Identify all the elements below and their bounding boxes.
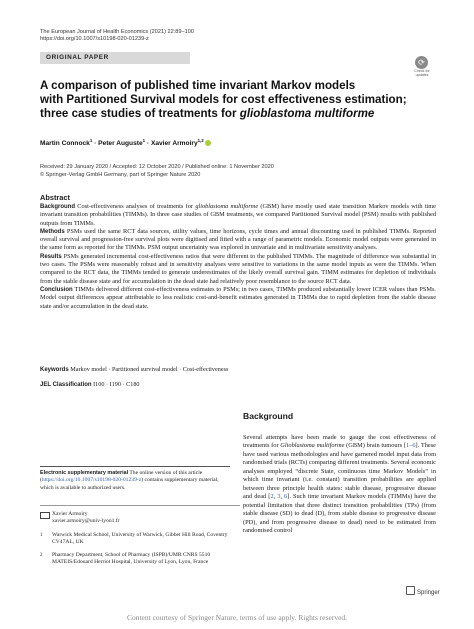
- esm-text-2: ) contains supplementary material, which is available to authorized users.: [40, 477, 219, 491]
- journal-header: [40, 29, 194, 44]
- correspondence-block: [40, 505, 240, 573]
- received-accepted-line: Received: 29 January 2020 / Accepted: 12 October 2020 / Published online: 1 November 2020: [40, 164, 274, 170]
- courtesy-footer: Content courtesy of Springer Nature, terms of use apply. Rights reserved.: [126, 613, 348, 622]
- keywords-line: [40, 366, 228, 373]
- mail-icon-cell: [40, 511, 52, 532]
- affiliation-1: [40, 532, 240, 547]
- title-line-3-italic: glioblastoma multiforme: [239, 107, 375, 121]
- affiliation-2-text: Pharmacy Department, School of Pharmacy (ISPB)/UMR CNRS 5510 MATEIS/Edouard Herriot Hospital, University of Lyon, Lyon, France: [52, 552, 211, 566]
- abstract-conclusion-label: Conclusion: [40, 286, 73, 293]
- article-type-label: ORIGINAL PAPER: [46, 54, 109, 61]
- esm-label: Electronic supplementary material: [40, 470, 129, 476]
- affiliation-1-number: 1: [40, 532, 43, 538]
- affiliation-1-text: Warwick Medical School, University of Warwick, Gibbet Hill Road, Coventry CV47AL, UK: [52, 531, 228, 545]
- abstract-heading: Abstract: [40, 193, 70, 202]
- abstract-conclusion: [40, 286, 436, 311]
- doi-link[interactable]: https://doi.org/10.1007/s10198-020-01239-z: [40, 36, 149, 43]
- esm-text: The online version of this article (: [40, 470, 203, 484]
- abstract-background: [40, 203, 436, 228]
- check-updates-icon: ⟳: [415, 56, 428, 69]
- publisher-logo: [406, 586, 440, 596]
- check-updates-label: Check for updates: [414, 69, 430, 77]
- citation-separator: ,: [273, 493, 278, 501]
- abstract-background-text: Cost-effectiveness analyses of treatments for: [75, 203, 196, 210]
- keywords-label: Keywords: [40, 367, 69, 373]
- abstract-conclusion-text: TIMMs delivered different cost-effectiveness estimates to PSMs; in two cases, TIMMs produced substantially lower ICER values than PSMs. Model output differences appear attributable to less realistic cost-and-benefit estimates generated in TIMMs due to rapid depletion from the stable disease state and/or accumulation in the dead state.: [40, 285, 436, 310]
- author-separator: ·: [92, 140, 99, 147]
- background-heading: Background: [243, 411, 294, 421]
- orcid-icon[interactable]: [205, 140, 211, 146]
- esm-link[interactable]: https://doi.org/10.1007/s10198-020-01239-z: [41, 477, 142, 484]
- author-list: [40, 138, 211, 147]
- correspondence-author-row: [40, 511, 240, 532]
- abstract-results-text: PSMs generated incremental cost-effectiveness ratios that were different to the published TIMMs. The magnitude of difference was substantial in two cases. The PSMs were reasonably robust and in sensitivity analyses were sensitive to variations in the same model inputs as were the TIMMs. When compared to the RCT data, the TIMMs tended to generate underestimates of the likely overall survival gain. TIMM estimates for depletion of individuals from the stable disease state and for accumulation in the dead state had relatively poor resemblance to the source RCT data.: [40, 252, 436, 285]
- springer-horse-icon: [406, 586, 415, 595]
- mail-icon: [40, 512, 50, 519]
- background-text-b: (GBM) brain tumours [: [344, 442, 406, 450]
- copyright-line: © Springer-Verlag GmbH Germany, part of Springer Nature 2020: [40, 171, 201, 178]
- abstract-background-italic: glioblastoma multiforme: [195, 203, 259, 210]
- citation-link[interactable]: 2: [270, 493, 274, 501]
- background-text-d: ]. Such time invariant Markov models (TIMMs) have the potential limitation that three distinct transition probabilities (TPs) (from stable disease (SD) to dead (D), from stable disease to progressive disease (PD), and from progressive disease to dead) need to be estimated from randomised control: [243, 493, 437, 534]
- title-line-2: with Partitioned Survival models for cost effectiveness estimation;: [40, 93, 407, 107]
- author-auguste-affil: 1: [142, 138, 146, 143]
- correspondence-details: [52, 511, 230, 532]
- author-connock[interactable]: Martin Connock: [40, 140, 90, 147]
- author-armoiry-affil: 1,2: [197, 138, 204, 143]
- jel-classification-line: [40, 381, 140, 388]
- title-line-3: [40, 107, 440, 121]
- correspondence-email[interactable]: xavier.armoiry@univ-lyon1.fr: [52, 518, 120, 525]
- citation-link[interactable]: 3: [277, 493, 281, 501]
- author-armoiry[interactable]: Xavier Armoiry: [150, 140, 198, 147]
- publisher-name: Springer: [417, 590, 440, 596]
- abstract-results: [40, 253, 436, 286]
- abstract-body: [40, 203, 436, 311]
- author-separator: ·: [145, 140, 151, 147]
- abstract-methods-label: Methods: [40, 228, 65, 235]
- title-line-3-text: three case studies of treatments for: [40, 107, 240, 121]
- affiliation-2: [40, 552, 240, 567]
- abstract-methods: [40, 228, 436, 253]
- abstract-background-text-2: (GBM) have mostly used state transition Markov models with time invariant transition probabilities (TIMMs). In three case studies of GBM treatments, we compared Partitioned Survival model (PSM) results with published outputs from TIMMs.: [40, 203, 436, 227]
- background-italic: Glioblastoma multiforme: [280, 442, 345, 450]
- abstract-background-label: Background: [40, 204, 76, 210]
- citation-link[interactable]: 1–6: [406, 442, 416, 450]
- citation-link[interactable]: 6: [284, 493, 288, 501]
- background-paragraph: [243, 434, 436, 535]
- author-auguste[interactable]: Peter Auguste: [98, 140, 143, 147]
- paper-title: [40, 79, 440, 122]
- citation-separator: ,: [280, 493, 285, 501]
- correspondence-name: Xavier Armoiry: [52, 511, 88, 517]
- keywords-text: Markov model · Partitioned survival model · Cost-effectiveness: [68, 366, 229, 373]
- supplementary-material-note: [40, 466, 230, 492]
- abstract-results-label: Results: [40, 253, 62, 260]
- check-for-updates-badge[interactable]: [408, 56, 436, 78]
- title-line-1: A comparison of published time invariant Markov models: [40, 79, 356, 92]
- publication-dates: [40, 164, 274, 179]
- journal-citation: The European Journal of Health Economics (2021) 22:89–100: [40, 29, 194, 35]
- author-connock-affil: 1: [89, 138, 93, 143]
- abstract-methods-text: PSMs used the same RCT data sources, utility values, time horizons, cycle times and annual discounting used in published TIMMs. Reported overall survival and progression-free survival plots were digitised and fitted with a range of parametric models. Economic model outputs were generated in the same form as reported for the TIMMs. PSM output uncertainty was explored in univariate and in multivariate sensitivity analyses.: [40, 227, 436, 252]
- jel-codes: I100 · I190 · C180: [91, 381, 140, 388]
- background-text-c: ]. These have used various methodologies and have garnered model input data from randomised trials (RCTs) comparing different treatments. Several economic analyses employed “discrete State, continuous time Markov Models” in which time invariant (i.e. constant) transition probabilities are applied between three principle health states: stable disease, progressive disease and dead [: [243, 442, 436, 501]
- jel-label: JEL Classification: [40, 382, 92, 388]
- background-text-a: Several attempts have been made to gauge the cost effectiveness of treatments for: [243, 434, 436, 450]
- affiliation-2-number: 2: [40, 553, 43, 559]
